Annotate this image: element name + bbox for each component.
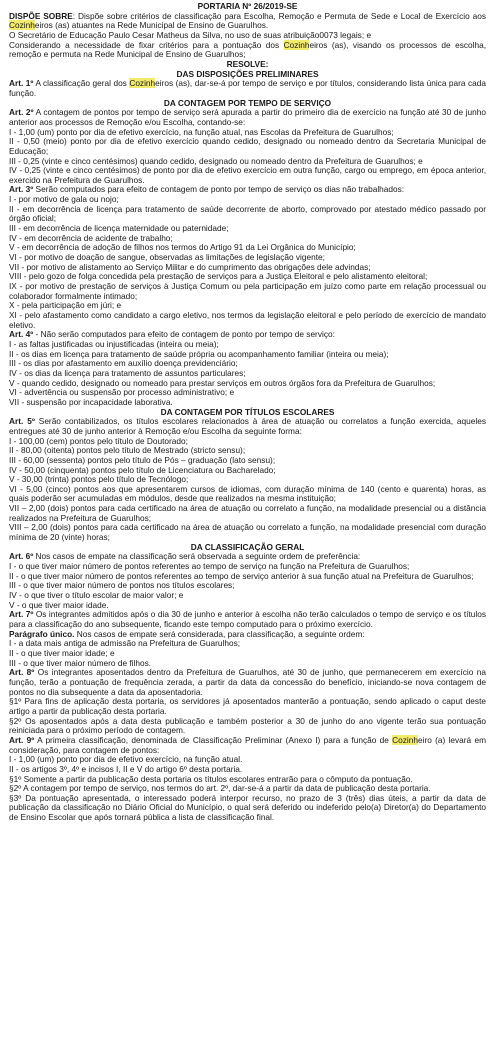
article-9-paragraph-3: §3º Da pontuação apresentada, o interessado poderá interpor recurso, no prazo de 3 (três) dias úteis, a partir da data de publicação da classificação no Diário Oficial do Município, o qual será deferido ou indeferido pelo(a) Diretor(a) do Departamento de Ensino Escolar que após tornará pública a lista de classificação final.	[9, 792, 486, 823]
list-item: I - 1,00 (um) ponto por dia de efetivo exercício, na função atual, nas Escolas da Prefeitura de Guarulhos;	[9, 126, 394, 137]
article-3-items	[9, 195, 486, 330]
article-2: Art. 2º A contagem de pontos por tempo de serviço será apurada a partir do primeiro dia de exercício na função até 30 de junho anterior aos processos de Remoção e/ou Escolha, contando-se:	[9, 107, 486, 127]
article-label: Art. 8º	[9, 667, 35, 678]
article-6: Art. 6º Nos casos de empate na classificação será observada a seguinte ordem de preferência:	[9, 551, 361, 562]
highlighted-term: Cozinh	[129, 78, 156, 89]
list-item: IX - por motivo de prestação de serviços à Justiça Comum ou pela participação em juízo como parte em relação processual ou colaborador formalmente intimado;	[9, 281, 486, 301]
list-item: II - 80,00 (oitenta) pontos pelo título de Mestrado (stricto sensu);	[9, 445, 246, 456]
resolve-heading: RESOLVE:	[226, 58, 269, 69]
list-item: IV - em decorrência de acidente de trabalho;	[9, 232, 173, 243]
paragrafo-unico-items	[9, 639, 486, 668]
article-4: Art. 4º - Não serão computados para efeito de contagem de ponto por tempo de serviço:	[9, 329, 335, 340]
article-9-items	[9, 755, 486, 774]
highlighted-term: Cozinh	[283, 39, 310, 50]
article-label: Art. 9º	[9, 734, 35, 745]
considering-paragraph: Considerando a necessidade de fixar critérios para a pontuação dos Cozinheiros (as), visando os processos de escolha, remoção e permuta na Rede Municipal de Ensino de Guarulhos;	[9, 39, 487, 60]
section-heading-preliminares: DAS DISPOSIÇÕES PRELIMINARES	[176, 68, 319, 79]
list-item: IV - o que tiver o título escolar de maior valor; e	[9, 590, 184, 601]
list-item: I - por motivo de gala ou nojo;	[9, 194, 119, 205]
list-item: VII - suspensão por incapacidade laborativa.	[9, 396, 173, 407]
article-7: Art. 7º Os integrantes admitidos após o dia 30 de junho e anterior à escolha não terão calculados o tempo de serviço e os títulos para a classificação do ano subsequente, ficando este tempo computado para o próximo exercício.	[9, 609, 486, 629]
article-label: Art. 3º	[9, 184, 34, 195]
list-item: V - em decorrência de adoção de filhos nos termos do Artigo 91 da Lei Orgânica do Município;	[9, 242, 356, 253]
list-item: I - o que tiver maior número de pontos referentes ao tempo de serviço na função na Prefeitura de Guarulhos;	[9, 561, 410, 572]
list-item: III - os dias por afastamento em auxílio doença previdenciário;	[9, 358, 238, 369]
paragrafo-unico: Parágrafo único. Nos casos de empate será considerada, para classificação, a seguinte ordem:	[9, 628, 365, 639]
list-item: II - o que tiver maior número de pontos referentes ao tempo de serviço anterior à sua função atual na Prefeitura de Guarulhos;	[9, 570, 474, 581]
article-6-items	[9, 562, 486, 610]
list-item: VII - por motivo de alistamento ao Serviço Militar e do cumprimento das obrigações dele advindas;	[9, 261, 371, 272]
list-item: V - quando cedido, designado ou nomeado para prestar serviços em outros órgãos fora da Prefeitura de Guarulhos;	[9, 377, 436, 388]
list-item: VI - por motivo de doação de sangue, observadas as limitações de legislação vigente;	[9, 252, 325, 263]
article-1: Art. 1º A classificação geral dos Cozinheiros (as), dar-se-á por tempo de serviço e por títulos, considerando lista única para cada função.	[9, 78, 486, 98]
article-9: Art. 9º A primeira classificação, denominada de Classificação Preliminar (Anexo I) para a função de Cozinheiro (a) levará em consideração, para contagem de pontos:	[9, 734, 486, 755]
list-item: III - em decorrência de licença maternidade ou paternidade;	[9, 223, 229, 234]
section-heading-classificacao: DA CLASSIFICAÇÃO GERAL	[190, 541, 305, 552]
list-item: VII – 2,00 (dois) pontos para cada certificado na área de atuação ou correlato a função, na modalidade presencial ou a distância realizados na Prefeitura de Guarulhos;	[9, 503, 486, 523]
article-9-paragraph-2: §2º A contagem por tempo de serviço, nos termos do art. 2º, dar-se-á a partir da data de publicação desta portaria.	[9, 783, 431, 794]
list-item: III - o que tiver maior número de filhos.	[9, 657, 152, 668]
list-item: I - 100,00 (cem) pontos pelo título de Doutorado;	[9, 435, 188, 446]
article-5-items	[9, 437, 486, 543]
article-8-paragraph-2: §2º Os aposentados após a data desta publicação e também posterior a 30 de junho do ano vigente terão sua pontuação reiniciada para o próximo período de contagem.	[9, 715, 486, 736]
article-9-paragraph-1: §1º Somente a partir da publicação desta portaria os títulos escolares entrarão para o cômputo da pontuação.	[9, 773, 413, 784]
highlighted-term: Cozinh	[9, 20, 35, 31]
list-item: II - os dias em licença para tratamento de saúde própria ou acompanhamento familiar (inteira ou meia);	[9, 348, 389, 359]
list-item: II - o que tiver maior idade; e	[9, 647, 115, 658]
article-8-paragraph-1: §1º Para fins de aplicação desta portaria, os servidores já aposentados manterão a pontuação, sendo aplicado o caput deste artigo a partir da publicação desta portaria.	[9, 696, 486, 716]
article-label: DISPÕE SOBRE	[9, 10, 73, 21]
list-item: III - 60,00 (sessenta) pontos pelo título de Pós – graduação (lato sensu);	[9, 454, 276, 465]
article-label: Parágrafo único.	[9, 628, 75, 639]
list-item: III - o que tiver maior número de pontos nos títulos escolares;	[9, 580, 235, 591]
article-label: Art. 6º	[9, 551, 34, 562]
list-item: I - 1,00 (um) ponto por dia de efetivo exercício, na função atual.	[9, 754, 243, 765]
article-label: Art. 4º	[9, 329, 34, 340]
list-item: V - 30,00 (trinta) pontos pelo título de Tecnólogo;	[9, 474, 189, 485]
article-label: Art. 7º	[9, 609, 34, 620]
secretary-paragraph: O Secretário de Educação Paulo Cesar Matheus da Silva, no uso de suas atribuição0073 legais; e	[9, 29, 372, 40]
document-title: PORTARIA Nº 26/2019-SE	[197, 1, 298, 11]
list-item: VIII - pelo gozo de folga concedida pela prestação de serviços para a Justiça Eleitoral e pelo alistamento eleitoral;	[9, 271, 428, 282]
article-label: Art. 1º	[9, 78, 34, 89]
list-item: X - pela participação em júri; e	[9, 300, 122, 311]
summary-paragraph: DISPÕE SOBRE: Dispõe sobre critérios de classificação para Escolha, Remoção e Permuta de Sede e Local de Exercício aos Cozinheiros (as) atuantes na Rede Municipal de Ensino de Guarulhos.	[9, 10, 486, 31]
list-item: II - os artigos 3º, 4º e incisos I, II e V do artigo 6º desta portaria.	[9, 763, 243, 774]
list-item: VI - advertência ou suspensão por processo administrativo; e	[9, 387, 235, 398]
article-4-items	[9, 340, 486, 408]
list-item: I - as faltas justificadas ou injustificadas (inteira ou meia);	[9, 338, 219, 349]
list-item: IV - 50,00 (cinquenta) pontos pelo título de Licenciatura ou Bacharelado;	[9, 464, 276, 475]
list-item: XI - pelo afastamento como candidato a cargo eletivo, nos termos da legislação eleitoral e pelo período de exercício de mandato eletivo.	[9, 310, 486, 330]
list-item: I - a data mais antiga de admissão na Prefeitura de Guarulhos;	[9, 638, 241, 649]
list-item: III - 0,25 (vinte e cinco centésimos) quando cedido, designado ou nomeado dentro da Prefeitura de Guarulhos; e	[9, 155, 423, 166]
article-label: Art. 2º	[9, 107, 34, 118]
highlighted-term: Cozinh	[392, 734, 418, 745]
list-item: IV - 0,25 (vinte e cinco centésimos) de ponto por dia de efetivo exercício em outra função, cargo ou emprego, em época anterior, exercido na Prefeitura de Guarulhos.	[9, 165, 486, 185]
article-3: Art. 3º Serão computados para efeito de contagem de ponto por tempo de serviço os dias não trabalhados:	[9, 184, 405, 195]
article-label: Art. 5º	[9, 416, 35, 427]
section-heading-titulos: DA CONTAGEM POR TÍTULOS ESCOLARES	[160, 406, 335, 417]
list-item: VI - 5,00 (cinco) pontos aos que apresentarem cursos de idiomas, com duração mínima de 140 (cento e quarenta) horas, as quais poderão ser acumuladas em módulos, desde que realizados na mesma instituição;	[9, 483, 486, 504]
article-8: Art. 8º Os integrantes aposentados dentro da Prefeitura de Guarulhos, até 30 de junho, que permanecerem em exercício na função, terão a pontuação de frequência zerada, a partir da data da concessão do benefício, iniciando-se nova contagem de pontos no dia subsequente a data da aposentadoria.	[9, 667, 486, 697]
list-item: V - o que tiver maior idade.	[9, 599, 109, 610]
list-item: II - 0,50 (meio) ponto por dia de efetivo exercício quando cedido, designado ou nomeado dentro da Secretaria Municipal de Educação;	[9, 136, 486, 156]
article-2-items	[9, 128, 486, 186]
article-5: Art. 5º Serão contabilizados, os títulos escolares relacionados à área de atuação ou correlatos a função exercida, aqueles entregues até 30 de junho anterior à Remoção e/ou Escolha da seguinte forma:	[9, 416, 486, 436]
list-item: VIII – 2,00 (dois) pontos para cada certificado na área de atuação ou correlato a função, na modalidade presencial com duração mínima de 20 (vinte) horas;	[9, 522, 486, 543]
section-heading-tempo-servico: DA CONTAGEM POR TEMPO DE SERVIÇO	[163, 97, 332, 108]
list-item: IV - os dias da licença para tratamento de assuntos particulares;	[9, 367, 246, 378]
list-item: II - em decorrência de licença para tratamento de saúde decorrente de aborto, comprovado por atestado médico passado por órgão oficial;	[9, 203, 486, 224]
